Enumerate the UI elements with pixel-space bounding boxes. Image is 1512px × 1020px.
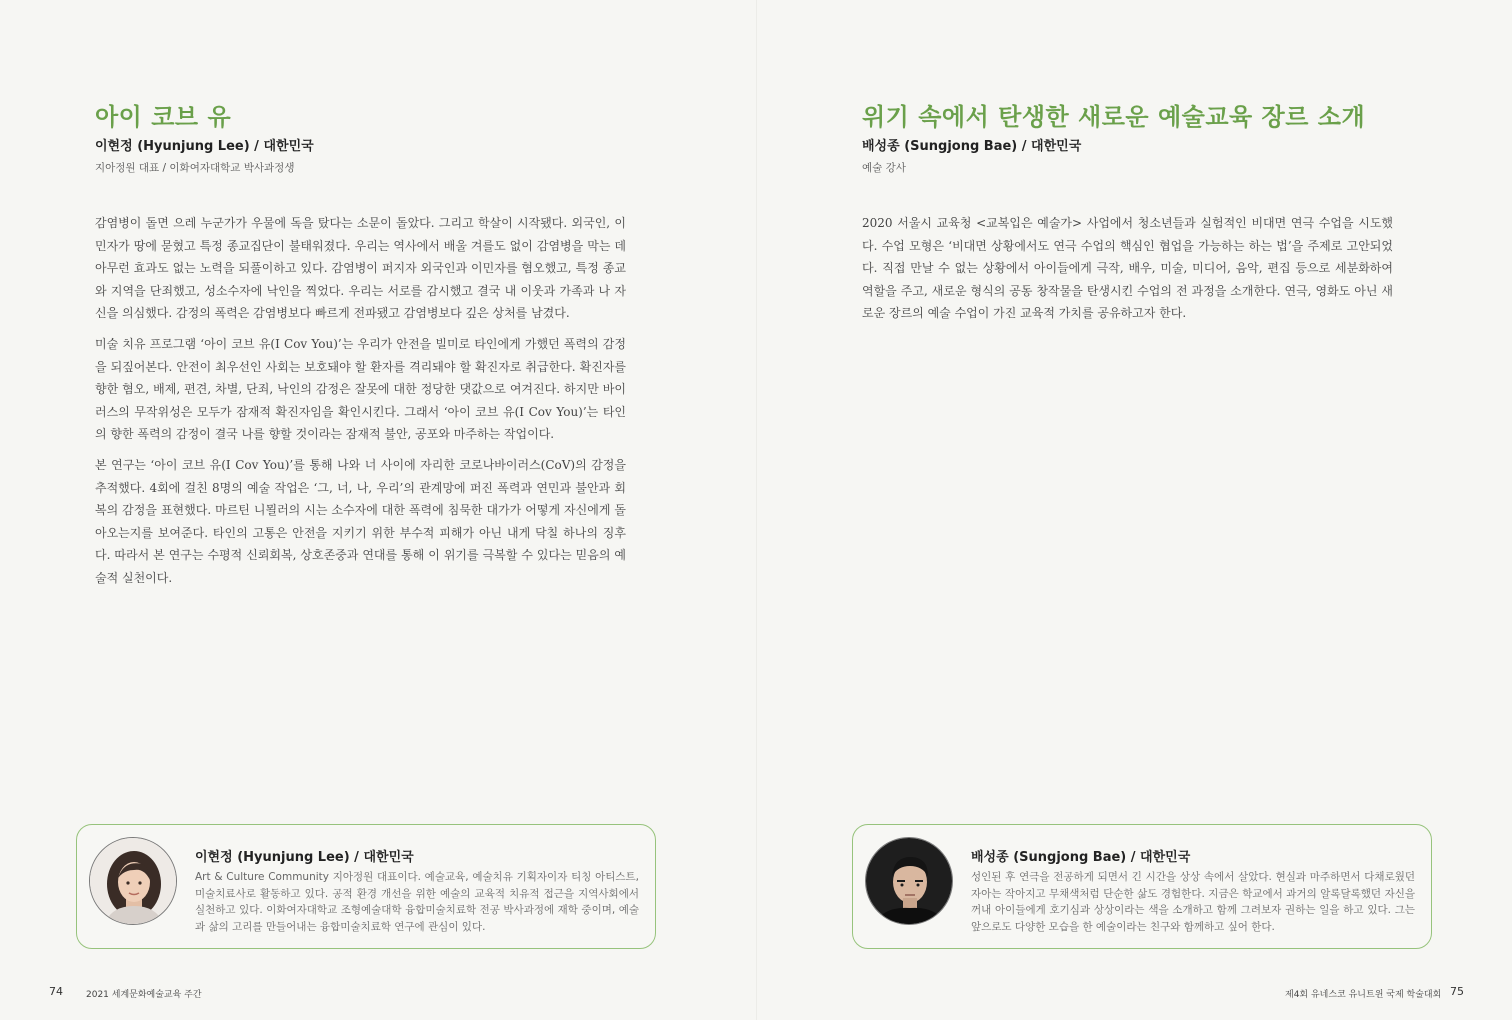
author-affiliation: 예술 강사 [862, 162, 906, 174]
author-name: 배성종 (Sungjong Bae) / 대한민국 [862, 139, 1082, 154]
bio-text: 성인된 후 연극을 전공하게 되면서 긴 시간을 상상 속에서 살았다. 현실과 마주하면서 다채로웠던 자아는 작아지고 무채색처럼 단순한 삶도 경험한다. 지금은 학교에서 과거의 알록달록했던 자신을 꺼내 아이들에게 호기심과 상상이라는 색을 소개하고 함께 그려보자 권하는 일을 하고 있다. 그는 앞으로도 다양한 모습을 한 예술이라는 친구와 함께하고 싶어 한다. [971, 871, 1415, 933]
bio-name: 이현정 (Hyunjung Lee) / 대한민국 [195, 850, 414, 865]
body-paragraph: 본 연구는 ‘아이 코브 유(I Cov You)’를 통해 나와 너 사이에 자리한 코로나바이러스(CoV)의 감정을 추적했다. 4회에 걸친 8명의 예술 작업은 ‘그, 너, 나, 우리’의 관계망에 퍼진 폭력과 연민과 불안과 회복의 감정을 표현했다. 마르틴 니묄러의 시는 소수자에 대한 폭력에 침묵한 대가가 어떻게 자신에게 돌아오는지를 보여준다. 타인의 고통은 안전을 지키기 위한 부수적 피해가 아닌 내게 닥칠 하나의 징후다. 따라서 본 연구는 수평적 신뢰회복, 상호존중과 연대를 통해 이 위기를 극복할 수 있다는 믿음의 예술적 실천이다. [95, 458, 626, 585]
body-paragraph: 감염병이 돌면 으레 누군가가 우물에 독을 탔다는 소문이 돌았다. 그리고 학살이 시작됐다. 외국인, 이민자가 땅에 묻혔고 특정 종교집단이 불태워졌다. 우리는 역사에서 배울 겨를도 없이 감염병을 막는 데 아무런 효과도 없는 노력을 되풀이하고 있다. 감염병이 퍼지자 외국인과 이민자를 혐오했고, 특정 종교와 지역을 단죄했고, 성소수자에 낙인을 찍었다. 우리는 서로를 감시했고 결국 내 이웃과 가족과 나 자신을 의심했다. 감정의 폭력은 감염병보다 빠르게 전파됐고 감염병보다 깊은 상처를 남겼다. [95, 216, 626, 320]
author-photo [89, 837, 177, 925]
body-paragraph: 미술 치유 프로그램 ‘아이 코브 유(I Cov You)’는 우리가 안전을 빌미로 타인에게 가했던 폭력의 감정을 되짚어본다. 안전이 최우선인 사회는 보호돼야 할 환자를 격리돼야 할 확진자로 취급한다. 확진자를 향한 혐오, 배제, 편견, 차별, 단죄, 낙인의 감정은 잘못에 대한 정당한 댓값으로 여겨진다. 하지만 바이러스의 무작위성은 모두가 잠재적 확진자임을 확인시킨다. 그래서 ‘아이 코브 유(I Cov You)’는 타인의 향한 폭력의 감정이 결국 나를 향할 것이라는 잠재적 불안, 공포와 마주하는 작업이다. [95, 337, 626, 441]
article-title: 아이 코브 유 [95, 103, 232, 131]
author-bio-card [852, 824, 1432, 949]
bio-text: Art & Culture Community 지아정원 대표이다. 예술교육, 예술치유 기획자이자 티칭 아티스트, 미술치료사로 활동하고 있다. 공적 환경 개선을 위한 예술의 교육적 치유적 접근을 지역사회에서 실천하고 있다. 이화여자대학교 조형예술대학 융합미술치료학 전공 박사과정에 재학 중이며, 예술과 삶의 고리를 만들어내는 융합미술치료학 연구에 관심이 있다. [195, 871, 639, 933]
article-body [862, 212, 1393, 333]
body-paragraph: 2020 서울시 교육청 <교복입은 예술가> 사업에서 청소년들과 실험적인 비대면 연극 수업을 시도했다. 수업 모형은 ‘비대면 상황에서도 연극 수업의 핵심인 협업을 가능하는 하는 법’을 주제로 고안되었다. 직접 만날 수 없는 상황에서 아이들에게 극작, 배우, 미술, 미디어, 음악, 편집 등으로 세분화하여 역할을 주고, 새로운 형식의 공동 창작물을 탄생시킨 수업의 전 과정을 소개한다. 연극, 영화도 아닌 새로운 장르의 예술 수업이 가진 교육적 가치를 공유하고자 한다. [862, 216, 1393, 320]
page-number: 74 [49, 985, 63, 998]
right-page [756, 0, 1512, 1020]
page-number: 75 [1450, 985, 1464, 998]
article-body [95, 212, 626, 598]
author-name: 이현정 (Hyunjung Lee) / 대한민국 [95, 139, 314, 154]
publication-name: 제4회 유네스코 유니트윈 국제 학술대회 [1285, 990, 1442, 1000]
article-title: 위기 속에서 탄생한 새로운 예술교육 장르 소개 [862, 103, 1366, 131]
publication-name: 2021 세계문화예술교육 주간 [86, 990, 202, 1000]
author-photo [865, 837, 953, 925]
author-bio-card [76, 824, 656, 949]
bio-name: 배성종 (Sungjong Bae) / 대한민국 [971, 850, 1191, 865]
author-affiliation: 지아정원 대표 / 이화여자대학교 박사과정생 [95, 162, 295, 174]
